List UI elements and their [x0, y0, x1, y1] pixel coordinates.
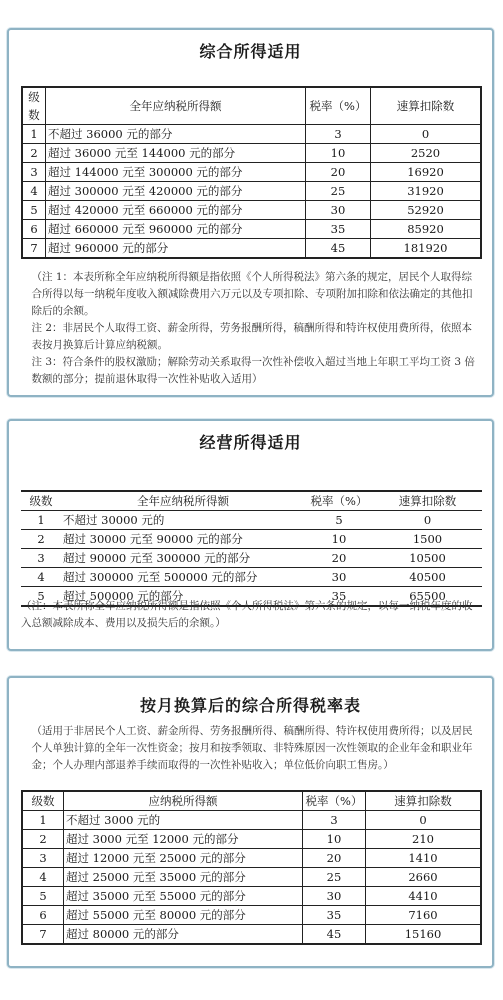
rate-cell: 20	[303, 849, 366, 868]
level-cell: 3	[22, 163, 46, 182]
level-cell: 1	[22, 811, 64, 830]
column-header-level: 级数	[22, 87, 46, 125]
level-cell: 4	[22, 182, 46, 201]
column-header-rate: 税率（%）	[306, 87, 371, 125]
table-note	[21, 598, 480, 632]
deduction-cell: 210	[366, 830, 482, 849]
column-header-income: 全年应纳税所得额	[46, 87, 306, 125]
card-title: 综合所得适用	[199, 42, 302, 61]
monthly-rate-table	[21, 790, 482, 945]
column-header-rate: 税率（%）	[305, 491, 373, 511]
income-range-cell: 超过 12000 元至 25000 元的部分	[64, 849, 303, 868]
table-row	[21, 568, 482, 587]
deduction-cell: 15160	[366, 925, 482, 945]
table-row	[22, 830, 481, 849]
column-header-deduction: 速算扣除数	[373, 491, 482, 511]
level-cell: 3	[22, 849, 64, 868]
intro-text: （适用于非居民个人工资、薪金所得、劳务报酬所得、稿酬所得、特许权使用费所得；以及居民个人单独计算的全年一次性资金；按月和按季领取、非特殊原因一次性领取的企业年金和职业年金；个人办理内部退养手续而取得的一次性补贴收入；单位低价向职工售房。）	[31, 725, 473, 771]
deduction-cell: 65500	[373, 587, 482, 607]
income-range-cell: 超过 660000 元至 960000 元的部分	[46, 220, 306, 239]
table-row	[22, 125, 481, 144]
table-row	[22, 144, 481, 163]
level-cell: 2	[22, 830, 64, 849]
deduction-cell: 2660	[366, 868, 482, 887]
deduction-cell: 7160	[366, 906, 482, 925]
table-row	[22, 220, 481, 239]
income-range-cell: 超过 25000 元至 35000 元的部分	[64, 868, 303, 887]
comprehensive-income-card	[7, 28, 494, 397]
level-cell: 5	[22, 201, 46, 220]
rate-cell: 3	[306, 125, 371, 144]
income-range-cell: 超过 35000 元至 55000 元的部分	[64, 887, 303, 906]
deduction-cell: 1500	[373, 530, 482, 549]
deduction-cell: 181920	[371, 239, 482, 259]
table-row	[21, 549, 482, 568]
table-row	[22, 811, 481, 830]
column-header-rate: 税率（%）	[303, 791, 366, 811]
level-cell: 2	[21, 530, 61, 549]
rate-cell: 25	[306, 182, 371, 201]
monthly-rate-card	[7, 676, 494, 968]
deduction-cell: 2520	[371, 144, 482, 163]
column-header-income: 全年应纳税所得额	[61, 491, 305, 511]
deduction-cell: 52920	[371, 201, 482, 220]
rate-cell: 45	[306, 239, 371, 259]
income-range-cell: 超过 960000 元的部分	[46, 239, 306, 259]
rate-cell: 20	[306, 163, 371, 182]
deduction-cell: 1410	[366, 849, 482, 868]
level-cell: 3	[21, 549, 61, 568]
table-row	[22, 201, 481, 220]
column-header-income: 应纳税所得额	[64, 791, 303, 811]
column-header-deduction: 速算扣除数	[371, 87, 482, 125]
income-range-cell: 超过 80000 元的部分	[64, 925, 303, 945]
rate-cell: 10	[303, 830, 366, 849]
note-2: 注 2：非居民个人取得工资、薪金所得，劳务报酬所得，稿酬所得和特许权使用费所得，依照本表按月换算后计算应纳税额。	[31, 322, 473, 351]
deduction-cell: 31920	[371, 182, 482, 201]
business-income-card	[7, 419, 494, 651]
deduction-cell: 0	[373, 511, 482, 530]
level-cell: 4	[22, 868, 64, 887]
income-range-cell: 不超过 3000 元的	[64, 811, 303, 830]
table-notes	[21, 269, 480, 388]
income-range-cell: 不超过 36000 元的部分	[46, 125, 306, 144]
rate-cell: 20	[305, 549, 373, 568]
table-header-row	[22, 791, 481, 811]
level-cell: 2	[22, 144, 46, 163]
rate-cell: 30	[306, 201, 371, 220]
deduction-cell: 85920	[371, 220, 482, 239]
deduction-cell: 0	[366, 811, 482, 830]
rate-cell: 25	[303, 868, 366, 887]
level-cell: 6	[22, 220, 46, 239]
level-cell: 7	[22, 239, 46, 259]
rate-cell: 10	[306, 144, 371, 163]
column-header-deduction: 速算扣除数	[366, 791, 482, 811]
table-row	[22, 849, 481, 868]
rate-cell: 35	[306, 220, 371, 239]
table-row	[22, 163, 481, 182]
table-row	[21, 530, 482, 549]
income-range-cell: 超过 36000 元至 144000 元的部分	[46, 144, 306, 163]
column-header-level: 级数	[22, 791, 64, 811]
rate-cell: 35	[305, 587, 373, 607]
level-cell: 6	[22, 906, 64, 925]
table-row	[22, 182, 481, 201]
table-row	[22, 906, 481, 925]
level-cell: 5	[21, 587, 61, 607]
business-income-table	[21, 490, 482, 607]
deduction-cell: 10500	[373, 549, 482, 568]
rate-cell: 5	[305, 511, 373, 530]
comprehensive-income-table	[21, 86, 482, 259]
card-title: 经营所得适用	[199, 433, 302, 452]
table-row	[22, 239, 481, 259]
table-header-row	[22, 87, 481, 125]
deduction-cell: 16920	[371, 163, 482, 182]
rate-cell: 35	[303, 906, 366, 925]
card-title: 按月换算后的综合所得税率表	[139, 696, 361, 715]
table-header-row	[21, 491, 482, 511]
income-range-cell: 不超过 30000 元的	[61, 511, 305, 530]
table-row	[22, 925, 481, 945]
income-range-cell: 超过 90000 元至 300000 元的部分	[61, 549, 305, 568]
note-3: 注 3：符合条件的股权激励；解除劳动关系取得一次性补偿收入超过当地上年职工平均工资 3 倍数额的部分；提前退休取得一次性补贴收入适用）	[31, 356, 475, 385]
deduction-cell: 40500	[373, 568, 482, 587]
note-text: （注：本表所称全年应纳税所得额是指依照《个人所得税法》第六条的规定，以每一纳税年度的收入总额减除成本、费用以及损失后的余额。）	[21, 600, 473, 629]
rate-cell: 30	[305, 568, 373, 587]
income-range-cell: 超过 300000 元至 500000 元的部分	[61, 568, 305, 587]
level-cell: 1	[22, 125, 46, 144]
rate-cell: 3	[303, 811, 366, 830]
deduction-cell: 0	[371, 125, 482, 144]
income-range-cell: 超过 30000 元至 90000 元的部分	[61, 530, 305, 549]
income-range-cell: 超过 500000 元的部分	[61, 587, 305, 607]
column-header-level: 级数	[21, 491, 61, 511]
income-range-cell: 超过 3000 元至 12000 元的部分	[64, 830, 303, 849]
income-range-cell: 超过 420000 元至 660000 元的部分	[46, 201, 306, 220]
income-range-cell: 超过 300000 元至 420000 元的部分	[46, 182, 306, 201]
level-cell: 7	[22, 925, 64, 945]
rate-cell: 10	[305, 530, 373, 549]
note-1: （注 1：本表所称全年应纳税所得额是指依照《个人所得税法》第六条的规定，居民个人取得综合所得以每一纳税年度收入额减除费用六万元以及专项扣除、专项附加扣除和依法确定的其他扣除后的余额。	[31, 271, 473, 317]
level-cell: 1	[21, 511, 61, 530]
table-row	[21, 511, 482, 530]
table-row	[22, 868, 481, 887]
table-row	[22, 887, 481, 906]
rate-cell: 45	[303, 925, 366, 945]
level-cell: 4	[21, 568, 61, 587]
deduction-cell: 4410	[366, 887, 482, 906]
income-range-cell: 超过 144000 元至 300000 元的部分	[46, 163, 306, 182]
income-range-cell: 超过 55000 元至 80000 元的部分	[64, 906, 303, 925]
level-cell: 5	[22, 887, 64, 906]
rate-cell: 30	[303, 887, 366, 906]
applicability-note	[21, 723, 480, 774]
